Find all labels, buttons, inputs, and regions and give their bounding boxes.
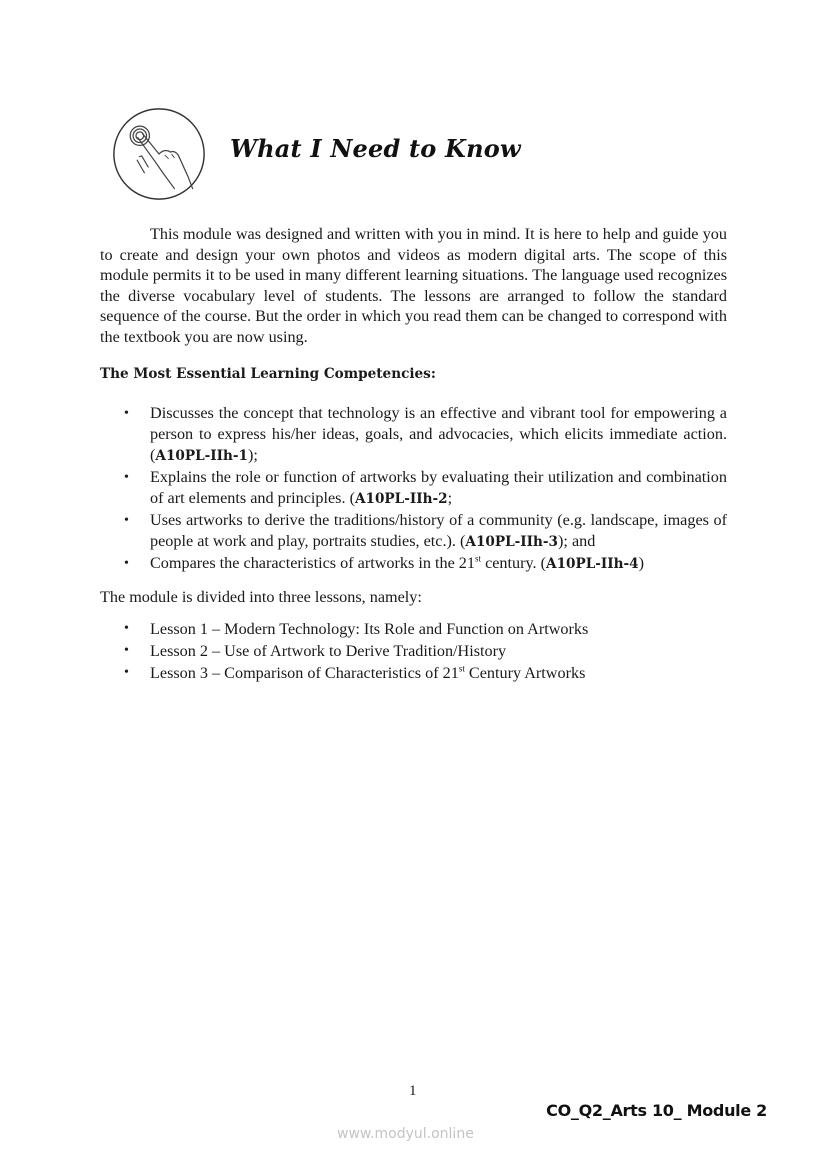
competency-item — [100, 467, 727, 510]
lesson-item — [100, 618, 727, 640]
bullet-icon: • — [124, 665, 129, 680]
competency-text: Discusses the concept that technology is an effective and vibrant tool for empowering a person to express his/her ideas, goals, and advocacies, which elicits immediate action. ( — [150, 404, 727, 464]
intro-paragraph — [100, 224, 727, 348]
competency-suffix: ; — [447, 489, 453, 507]
ordinal-superscript: st — [475, 553, 482, 564]
bullet-icon: • — [124, 513, 129, 528]
page-number: 1 — [409, 1083, 417, 1099]
lesson-label-cont: Century Artworks — [464, 664, 586, 682]
lesson-item — [100, 640, 727, 662]
competencies-list — [100, 403, 727, 575]
lessons-intro: The module is divided into three lessons, namely: — [100, 588, 422, 606]
watermark: www.modyul.online — [337, 1126, 474, 1142]
section-title: What I Need to Know — [230, 134, 521, 163]
lessons-list — [100, 618, 727, 684]
competency-code: A10PL-IIh-3 — [465, 534, 559, 550]
competency-text: Uses artworks to derive the traditions/history of a community (e.g. landscape, images of people at work and play, portraits studies, etc.). ( — [150, 511, 727, 550]
bullet-icon: • — [124, 470, 129, 485]
lesson-label: Lesson 3 – Comparison of Characteristics of 21 — [150, 664, 459, 682]
competency-suffix: ) — [638, 554, 645, 572]
competency-item — [100, 553, 727, 575]
ordinal-superscript: st — [458, 663, 465, 674]
competency-text: Compares the characteristics of artworks in the 21 — [150, 554, 475, 572]
bullet-icon: • — [124, 406, 129, 421]
competency-code: A10PL-IIh-1 — [155, 448, 248, 464]
bullet-icon: • — [124, 643, 129, 658]
competency-item — [100, 510, 727, 553]
competency-text: Explains the role or function of artworks by evaluating their utilization and combination of art elements and principles. ( — [150, 468, 727, 507]
bullet-icon: • — [124, 556, 129, 571]
competency-code: A10PL-IIh-2 — [354, 491, 448, 507]
lesson-item — [100, 662, 727, 684]
competency-code: A10PL-IIh-4 — [546, 556, 639, 572]
competency-item — [100, 403, 727, 467]
touch-hand-icon — [111, 106, 207, 202]
competency-text-cont: century. ( — [481, 554, 547, 572]
module-code-footer: CO_Q2_Arts 10_ Module 2 — [546, 1101, 767, 1120]
intro-text: This module was designed and written with you in mind. It is here to help and guide you to create and design your own photos and videos as modern digital arts. The scope of this module permits it to be used in many different learning situations. The language used recognizes the diverse vocabulary level of students. The lessons are arranged to follow the standard sequence of the course. But the order in which you read them can be changed to correspond with the textbook you are now using. — [100, 225, 727, 346]
bullet-icon: • — [124, 621, 129, 636]
lesson-label: Lesson 2 – Use of Artwork to Derive Tradition/History — [150, 642, 507, 660]
lesson-label: Lesson 1 – Modern Technology: Its Role and Function on Artworks — [150, 620, 589, 638]
competency-suffix: ); — [247, 446, 258, 464]
competency-suffix: ); and — [558, 532, 596, 550]
competencies-heading: The Most Essential Learning Competencies: — [100, 366, 436, 382]
